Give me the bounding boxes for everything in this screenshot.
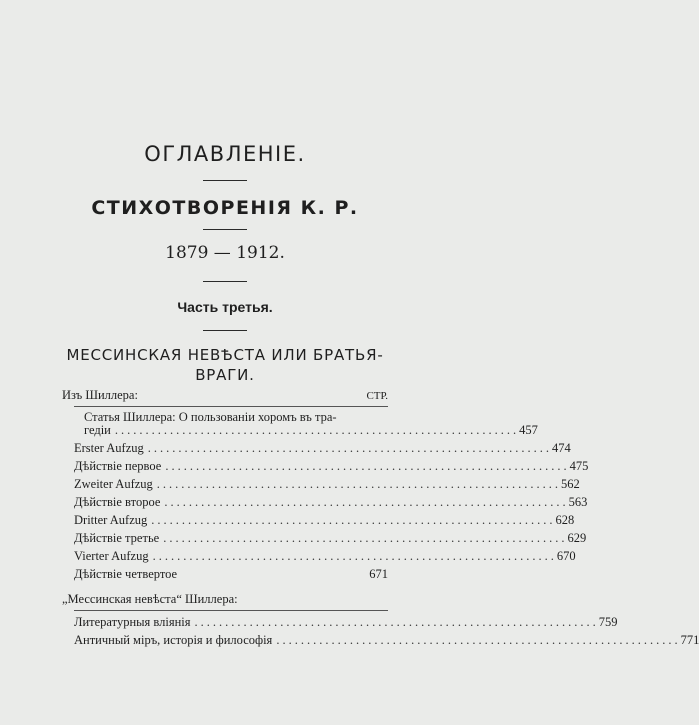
toc-entry-label: Erster Aufzug — [74, 441, 144, 455]
toc-entry[interactable] — [74, 440, 571, 456]
group-underline — [74, 406, 388, 407]
toc-entry-label: гедіи — [84, 423, 111, 437]
page-column-heading: СТР. — [366, 390, 388, 402]
toc-entry-page: 771 — [680, 633, 699, 647]
part-title: Часть третья. — [177, 299, 273, 315]
toc-entry[interactable] — [84, 422, 538, 438]
leader-dots: .................................................................. — [163, 531, 568, 545]
toc-entry-page: 562 — [561, 477, 580, 491]
leader-dots: .................................................................. — [147, 441, 553, 455]
toc-entry-label: Dritter Aufzug — [74, 513, 148, 527]
divider — [203, 229, 247, 230]
work-title: СТИХОТВОРЕНІЯ К. Р. — [91, 197, 359, 219]
toc-entry-page: 457 — [519, 423, 538, 437]
leader-dots: .................................................................. — [114, 423, 520, 437]
section-title-line: МЕССИНСКАЯ НЕВѢСТА ИЛИ БРАТЬЯ- — [66, 346, 384, 364]
toc-entry-page: 629 — [567, 531, 587, 545]
toc-entry[interactable] — [74, 530, 587, 546]
toc-entry-page: 759 — [598, 615, 618, 629]
toc-entry-text: Статья Шиллера: О пользованіи хоромъ въ тра- — [84, 410, 337, 424]
toc-entry-page: 475 — [569, 459, 589, 473]
toc-entry-label: Античный міръ, исторія и философія — [74, 633, 273, 647]
leader-dots: .................................................................. — [164, 495, 569, 509]
leader-dots: .................................................................. — [194, 615, 599, 629]
toc-entry-label: Дѣйствіе четвертое — [74, 567, 178, 581]
leader-dots: .................................................................. — [152, 549, 557, 563]
toc-entry-label: Zweiter Aufzug — [74, 477, 153, 491]
leader-dots: .................................................................. — [165, 459, 570, 473]
toc-entry-page: 671 — [369, 567, 388, 581]
divider — [203, 281, 247, 282]
toc-entry[interactable] — [74, 614, 618, 630]
toc-entry[interactable] — [74, 512, 575, 528]
toc-entry[interactable] — [74, 632, 699, 648]
toc-entry[interactable] — [74, 566, 388, 582]
toc-entry-page: 563 — [568, 495, 588, 509]
toc-entry[interactable] — [74, 476, 580, 492]
toc-entry-label: Дѣйствіе третье — [74, 531, 160, 545]
group-heading: „Мессинская невѣста“ Шиллера: — [62, 592, 238, 606]
toc-entry[interactable] — [74, 458, 589, 474]
section-title-line: ВРАГИ. — [195, 366, 255, 384]
leader-dots: .................................................................. — [151, 513, 556, 527]
toc-entry[interactable] — [74, 548, 576, 564]
leader-dots: .................................................................. — [156, 477, 562, 491]
toc-entry[interactable] — [74, 494, 588, 510]
toc-entry-label: Vierter Aufzug — [74, 549, 149, 563]
toc-entry-label: Дѣйствіе второе — [74, 495, 161, 509]
toc-entry-page: 628 — [555, 513, 575, 527]
leader-dots: .................................................................. — [276, 633, 681, 647]
section-title — [0, 345, 450, 385]
divider — [203, 330, 247, 331]
page-heading: ОГЛАВЛЕНІЕ. — [144, 142, 306, 166]
years: 1879 — 1912. — [165, 243, 285, 263]
group-heading: Изъ Шиллера: — [62, 388, 138, 402]
toc-entry-page: 670 — [556, 549, 576, 563]
toc-entry-label: Литературныя вліянія — [74, 615, 191, 629]
toc-entry-page: 474 — [552, 441, 571, 455]
group-underline — [74, 610, 388, 611]
toc-entry-label: Дѣйствіе первое — [74, 459, 162, 473]
divider — [203, 180, 247, 181]
